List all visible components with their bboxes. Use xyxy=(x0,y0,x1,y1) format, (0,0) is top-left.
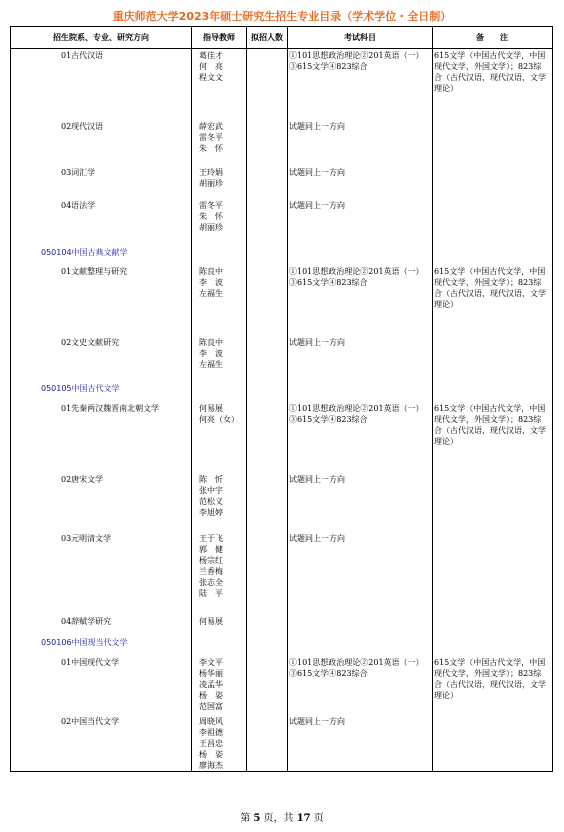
teacher-name: 王玲娟 xyxy=(199,168,223,177)
exam-subjects: ①101思想政治理论②201英语（一）③615文学④823综合 xyxy=(289,51,424,71)
teacher-list xyxy=(199,533,247,599)
teacher-name: 兰香梅 xyxy=(199,567,223,576)
header-exam: 考试科目 xyxy=(344,33,376,42)
header-teacher: 指导教师 xyxy=(203,33,235,42)
teacher-name: 杨 姿 xyxy=(199,691,223,700)
section-heading: 050105中国古代文学 xyxy=(41,384,120,393)
teacher-name: 张志全 xyxy=(199,578,223,587)
teacher-name: 雷冬平 xyxy=(199,133,223,142)
teacher-name: 左福生 xyxy=(199,360,223,369)
teacher-name: 陆 平 xyxy=(199,589,223,598)
header-direction: 招生院系、专业、研究方向 xyxy=(53,33,149,42)
teacher-list xyxy=(199,657,247,712)
teacher-list xyxy=(199,121,247,154)
teacher-name: 何易展 xyxy=(199,617,223,626)
teacher-name: 王昌忠 xyxy=(199,739,223,748)
teacher-name: 范松义 xyxy=(199,497,223,506)
teacher-name: 何 亮 xyxy=(199,62,223,71)
teacher-name: 何易展 xyxy=(199,404,223,413)
teacher-list xyxy=(199,50,247,83)
teacher-list xyxy=(199,167,247,189)
exam-subjects: 试题同上一方向 xyxy=(289,122,345,131)
header-remark: 备 注 xyxy=(476,33,508,42)
exam-subjects: 试题同上一方向 xyxy=(289,717,345,726)
direction-name: 02文史文献研究 xyxy=(61,338,120,347)
exam-subjects: ①101思想政治理论②201英语（一）③615文学④823综合 xyxy=(289,267,424,287)
direction-name: 01中国现代文学 xyxy=(61,658,120,667)
exam-subjects: ①101思想政治理论②201英语（一）③615文学④823综合 xyxy=(289,404,424,424)
current-page-number: 5 xyxy=(253,813,261,824)
exam-subjects: 试题同上一方向 xyxy=(289,201,345,210)
column-divider xyxy=(432,27,433,771)
teacher-list xyxy=(199,403,247,425)
exam-subjects: 试题同上一方向 xyxy=(289,168,345,177)
exam-subjects: 试题同上一方向 xyxy=(289,475,345,484)
teacher-name: 薛宏武 xyxy=(199,122,223,131)
teacher-name: 胡丽珍 xyxy=(199,179,223,188)
direction-name: 02现代汉语 xyxy=(61,122,104,131)
teacher-name: 杨宗红 xyxy=(199,556,223,565)
teacher-list xyxy=(199,474,247,518)
page-title: 重庆师范大学2023年硕士研究生招生专业目录（学术学位・全日制） xyxy=(112,10,452,23)
direction-name: 04辞赋学研究 xyxy=(61,617,112,626)
teacher-name: 朱 怀 xyxy=(199,212,223,221)
teacher-name: 凌孟华 xyxy=(199,680,223,689)
catalog-table xyxy=(10,26,553,772)
table-header xyxy=(11,27,552,49)
total-page-number: 17 xyxy=(296,813,311,824)
teacher-name: 郭 健 xyxy=(199,545,223,554)
exam-subjects: 试题同上一方向 xyxy=(289,534,345,543)
teacher-name: 李文平 xyxy=(199,658,223,667)
teacher-name: 李 波 xyxy=(199,349,223,358)
teacher-name: 李旭婷 xyxy=(199,508,223,517)
teacher-name: 张中宇 xyxy=(199,486,223,495)
teacher-name: 雷冬平 xyxy=(199,201,223,210)
footer-prefix: 第 xyxy=(240,813,254,824)
section-heading: 050106中国现当代文学 xyxy=(41,638,128,647)
teacher-name: 胡丽珍 xyxy=(199,223,223,232)
column-divider xyxy=(287,27,288,771)
teacher-name: 杨华丽 xyxy=(199,669,223,678)
teacher-name: 程文文 xyxy=(199,73,223,82)
teacher-name: 范国富 xyxy=(199,702,223,711)
teacher-name: 陈 忻 xyxy=(199,475,223,484)
column-divider xyxy=(191,27,192,771)
teacher-name: 李祖德 xyxy=(199,728,223,737)
remark: 615文学（中国古代文学，中国现代文学，外国文学）；823综合（古代汉语，现代汉语，文学理论） xyxy=(434,267,546,309)
direction-name: 01先秦两汉魏晋南北朝文学 xyxy=(61,404,160,413)
teacher-list xyxy=(199,266,247,299)
direction-name: 04语法学 xyxy=(61,201,96,210)
teacher-name: 何亮（女） xyxy=(199,415,239,424)
direction-name: 03元明清文学 xyxy=(61,534,112,543)
remark: 615文学（中国古代文学，中国现代文学，外国文学）；823综合（古代汉语，现代汉语，文学理论） xyxy=(434,404,546,446)
exam-subjects: ①101思想政治理论②201英语（一）③615文学④823综合 xyxy=(289,658,424,678)
teacher-name: 葛佳才 xyxy=(199,51,223,60)
section-heading: 050104中国古典文献学 xyxy=(41,248,128,257)
teacher-list xyxy=(199,616,247,627)
direction-name: 01文献整理与研究 xyxy=(61,267,128,276)
remark: 615文学（中国古代文学，中国现代文学，外国文学）；823综合（古代汉语，现代汉语，文学理论） xyxy=(434,51,546,93)
teacher-name: 周晓风 xyxy=(199,717,223,726)
remark: 615文学（中国古代文学，中国现代文学，外国文学）；823综合（古代汉语，现代汉语，文学理论） xyxy=(434,658,546,700)
teacher-name: 陈良中 xyxy=(199,267,223,276)
teacher-name: 朱 怀 xyxy=(199,144,223,153)
direction-name: 02唐宋文学 xyxy=(61,475,104,484)
teacher-list xyxy=(199,716,247,771)
footer-middle: 页，共 xyxy=(260,813,297,824)
teacher-list xyxy=(199,337,247,370)
direction-name: 02中国当代文学 xyxy=(61,717,120,726)
exam-subjects: 试题同上一方向 xyxy=(289,338,345,347)
teacher-name: 杨 姿 xyxy=(199,750,223,759)
header-count: 拟招人数 xyxy=(251,33,283,42)
direction-name: 03词汇学 xyxy=(61,168,96,177)
footer-suffix: 页 xyxy=(310,813,324,824)
page-footer xyxy=(0,809,564,824)
teacher-name: 陈良中 xyxy=(199,338,223,347)
teacher-name: 李 波 xyxy=(199,278,223,287)
teacher-name: 王于飞 xyxy=(199,534,223,543)
teacher-name: 廖海杰 xyxy=(199,761,223,770)
direction-name: 01古代汉语 xyxy=(61,51,104,60)
teacher-name: 左福生 xyxy=(199,289,223,298)
teacher-list xyxy=(199,200,247,233)
